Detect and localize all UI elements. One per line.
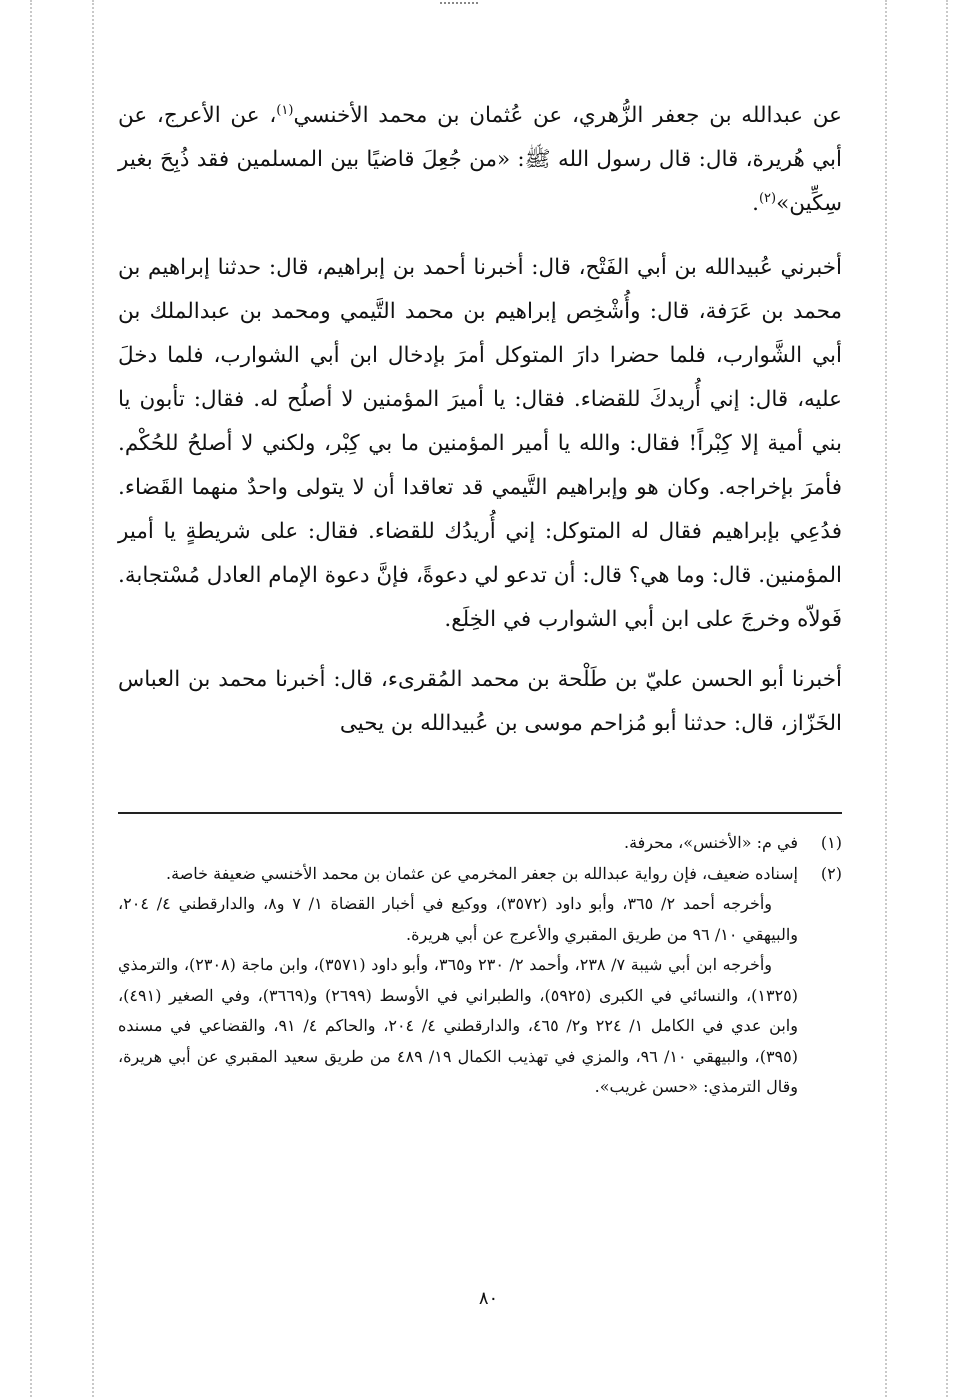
footnote-1 <box>118 828 842 859</box>
footnote-2-paragraph: وأخرجه أحمد ٢/ ٣٦٥، وأبو داود (٣٥٧٢)، ووكيع في أخبار القضاة ١/ ٧ و٨، والدارقطني ٤/ ٢٠٤، والبيهقي ١٠/ ٩٦ من طريق المقبري والأعرج عن أبي هريرة. <box>118 894 798 944</box>
paragraph-3: أخبرنا أبو الحسن عليّ بن طَلْحة بن محمد المُقرىء، قال: أخبرنا محمد بن العباس الخَزّاز، قال: حدثنا أبو مُزاحم موسى بن عُبيدالله بن يحيى <box>118 667 842 736</box>
paragraph-1-text-2: ، عن الأعرج، عن أبي هُريرة، قال: قال رسول الله ﷺ: «من جُعِلَ قاضيًا بين المسلمين فقد ذُبِحَ بغير سِكِّين» <box>118 103 842 216</box>
top-dotted-mark <box>440 2 478 4</box>
footnotes <box>118 828 842 1103</box>
footnote-2-paragraph: وأخرجه ابن أبي شيبة ٧/ ٢٣٨، وأحمد ٢/ ٢٣٠ و٣٦٥، وأبو داود (٣٥٧١)، وابن ماجة (٢٣٠٨)، والترمذي (١٣٢٥)، والنسائي في الكبرى (٥٩٢٥)، والطبراني في الأوسط (٢٦٩٩) و(٣٦٦٩)، وفي الصغير (٤٩١)، وابن عدي في الكامل ١/ ٢٢٤ و٢/ ٤٦٥، والدارقطني ٤/ ٢٠٤، والحاكم ٤/ ٩١، والقضاعي في مسنده (٣٩٥)، والبيهقي ١٠/ ٩٦، والمزي في تهذيب الكمال ١٩/ ٤٨٩ من طريق سعيد المقبري عن أبي هريرة، وقال الترمذي: «حسن غريب». <box>118 955 799 1096</box>
footnote-text: إسناده ضعيف، فإن رواية عبدالله بن جعفر المخرمي عن عثمان بن محمد الأخنسي ضعيفة خاصة. <box>166 863 798 883</box>
margin-dotted-line <box>946 0 948 1397</box>
paragraph-1 <box>118 94 842 226</box>
footnote-ref-2: (٢) <box>758 190 777 206</box>
main-text <box>118 94 842 746</box>
footnote-separator <box>118 812 842 814</box>
footnote-ref-1: (١) <box>276 102 294 118</box>
footnote-number: (٢) <box>820 863 842 883</box>
margin-dotted-line <box>92 0 94 1397</box>
footnote-text: في م: «الأخنس»، محرفة. <box>623 833 798 852</box>
paragraph-1-text: عن عبدالله بن جعفر الزُّهري، عن عُثمان بن محمد الأخنسي <box>293 103 843 128</box>
margin-dotted-line <box>30 0 32 1397</box>
footnote-2 <box>118 859 842 890</box>
margin-dotted-line <box>885 0 887 1397</box>
paragraph-2: أخبرني عُبيدالله بن أبي الفَتْح، قال: أخبرنا أحمد بن إبراهيم، قال: حدثنا إبراهيم بن محمد بن عَرَفة، قال: وأُشْخِص إبراهيم بن محمد التَّيمي ومحمد بن عبدالملك بن أبي الشَّوارب، فلما حضرا دارَ المتوكل أمرَ بإدخال ابن أبي الشوارب، فلما دخلَ عليه، قال: إني أُريدكَ للقضاء. فقال: يا أميرَ المؤمنين لا أصلُح له. فقال: تأبون يا بني أمية إلا كِبْراً! فقال: والله يا أمير المؤمنين ما بي كِبْر، ولكني لا أصلحُ للحُكْم. فأمرَ بإخراجه. وكان هو وإبراهيم التَّيمي قد تعاقدا أن لا يتولى واحدٌ منهما القَضاء. فدُعِي بإبراهيم فقال له المتوكل: إني أُريدُك للقضاء. فقال: على شريطةٍ يا أمير المؤمنين. قال: وما هي؟ قال: أن تدعو لي دعوةً، فإنَّ دعوة الإمام العادل مُسْتجابة. فَولاّه وخرجَ على ابن أبي الشوارب في الخِلَع. <box>118 255 842 632</box>
footnote-number: (١) <box>820 833 842 852</box>
paragraph-1-end: . <box>752 191 759 216</box>
page-number: ٨٠ <box>478 1288 499 1309</box>
